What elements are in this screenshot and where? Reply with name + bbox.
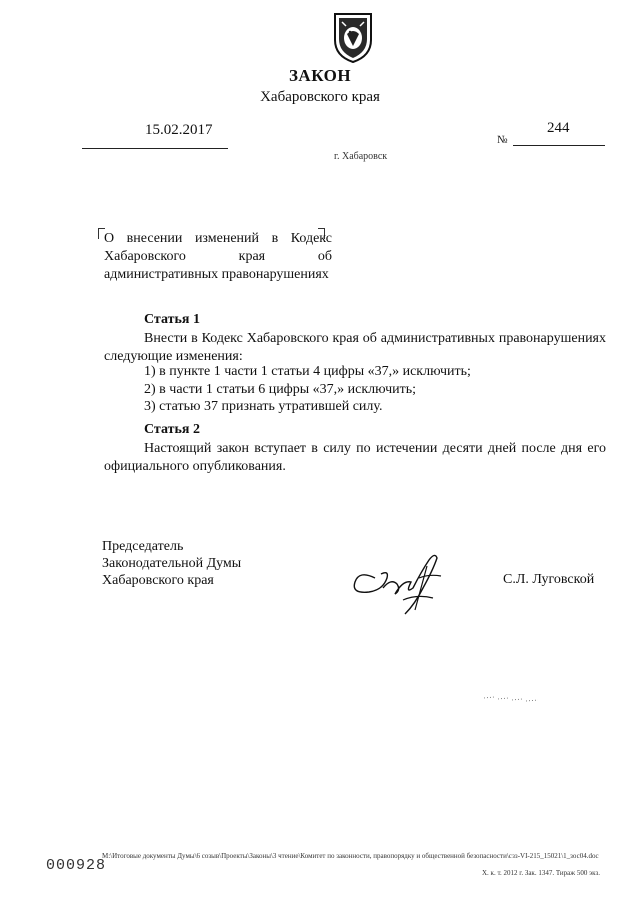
registration-number: 000928 (46, 857, 107, 874)
subject-word: О (104, 231, 115, 246)
law-subject (104, 230, 332, 284)
article-1-heading: Статья 1 (144, 312, 200, 327)
signer-position-line: Хабаровского края (102, 573, 214, 588)
subject-word: об (317, 249, 332, 264)
signature-image (345, 548, 460, 620)
subject-word: края (238, 249, 266, 264)
subject-word: внесении (126, 231, 183, 246)
date-underline (82, 148, 228, 149)
article-2-text: Настоящий закон вступает в силу по истечении десяти дней после дня его официального опубликования. (104, 441, 606, 474)
article-1-item: 1) в пункте 1 части 1 статьи 4 цифры «37,» исключить; (144, 364, 471, 379)
signer-position-line: Председатель (102, 539, 184, 554)
number-underline (513, 145, 605, 146)
law-number: 244 (547, 120, 570, 136)
article-1-item: 3) статью 37 признать утратившей силу. (144, 399, 383, 414)
signer-position-line: Законодательной Думы (102, 556, 242, 571)
subject-line-2 (104, 248, 332, 266)
coat-of-arms-icon (330, 10, 376, 64)
subject-word: в (271, 231, 279, 246)
subject-word: Кодекс (290, 231, 332, 246)
subject-line-1 (104, 230, 332, 248)
signer-position (102, 538, 241, 589)
law-date: 15.02.2017 (145, 122, 213, 138)
signer-name: С.Л. Луговской (503, 572, 595, 587)
number-sign: № (497, 134, 508, 146)
file-path-footer: М:\Итоговые документы Думы\6 созыв\Проекты\Законы\3 чтение\Комитет по законности, правопорядку и общественной безопасности\сзз-VI-215_15021\1_зос04.doc (102, 852, 599, 860)
subject-word: Хабаровского (104, 249, 186, 264)
subject-word: изменений (194, 231, 260, 246)
law-title: ЗАКОН (288, 66, 352, 85)
subject-word: административных правонарушениях (104, 267, 329, 282)
seal-mark-icon (482, 688, 542, 708)
print-info: Х. к. т. 2012 г. Зак. 1347. Тираж 500 экз. (482, 869, 600, 877)
article-1-item: 2) в части 1 статьи 6 цифры «37,» исключить; (144, 382, 417, 397)
subject-line-3 (104, 266, 332, 284)
city-label: г. Хабаровск (334, 151, 388, 162)
law-region: Хабаровского края (260, 89, 380, 105)
article-1-intro: Внести в Кодекс Хабаровского края об административных правонарушениях следующие изменения: (104, 331, 606, 364)
article-2-heading: Статья 2 (144, 422, 200, 437)
